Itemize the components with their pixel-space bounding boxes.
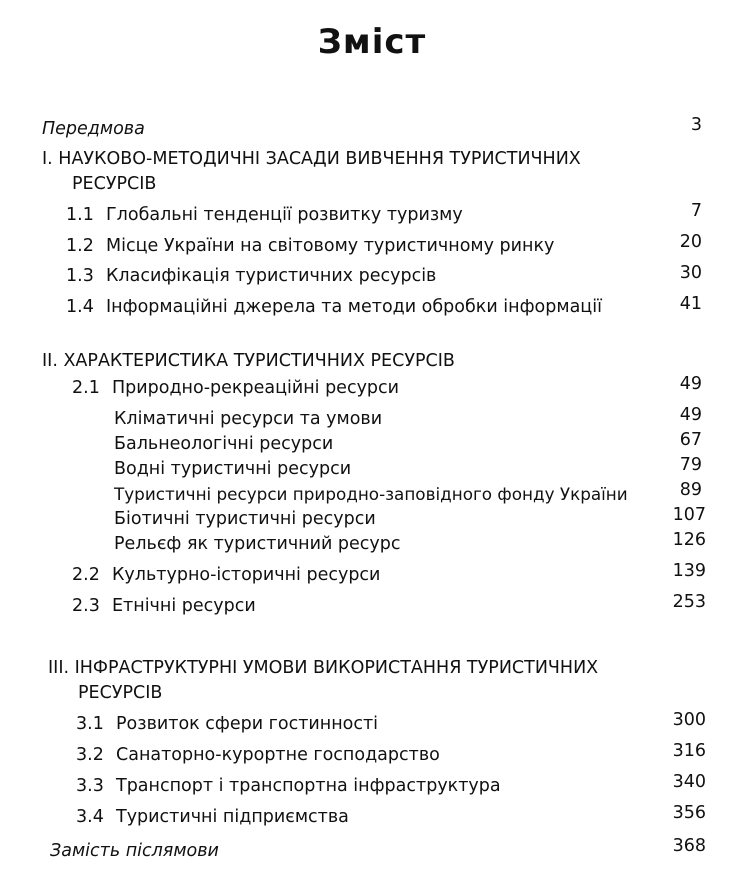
toc-item-2-1[interactable] (72, 377, 399, 399)
item-label: Транспорт і транспортна інфраструктура (116, 776, 501, 796)
item-number: 3.3 (76, 776, 104, 796)
section-1-heading-cont: РЕСУРСІВ (72, 174, 157, 194)
toc-item-2-2[interactable] (72, 564, 380, 586)
toc-page-3-2: 316 (672, 741, 706, 761)
item-label: Інформаційні джерела та методи обробки інформації (106, 297, 602, 317)
item-number: 1.1 (66, 205, 94, 225)
item-number: 1.4 (66, 297, 94, 317)
item-number: 2.2 (72, 565, 100, 585)
toc-item-2-3[interactable] (72, 595, 256, 617)
toc-page-3-4: 356 (672, 803, 706, 823)
item-label: Розвиток сфери гостинності (116, 714, 379, 734)
item-label: Місце України на світовому туристичному ринку (106, 236, 555, 256)
toc-item-3-1[interactable] (76, 713, 378, 735)
item-number: 2.1 (72, 378, 100, 398)
toc-subitem[interactable]: Рельєф як туристичний ресурс (114, 534, 401, 554)
toc-item-1-3[interactable] (66, 265, 436, 287)
toc-page-sub: 126 (672, 530, 706, 550)
item-number: 1.3 (66, 266, 94, 286)
toc-page-1-1: 7 (690, 201, 702, 221)
item-label: Туристичні підприємства (116, 807, 349, 827)
toc-page-sub: 67 (679, 430, 702, 450)
item-number: 2.3 (72, 596, 100, 616)
toc-page-1-2: 20 (679, 232, 702, 252)
section-3-heading[interactable]: ІІІ. ІНФРАСТРУКТУРНІ УМОВИ ВИКОРИСТАННЯ ТУРИСТИЧНИХ (48, 658, 599, 678)
page-title: Зміст (317, 22, 427, 62)
toc-subitem[interactable]: Бальнеологічні ресурси (114, 434, 334, 454)
toc-page-2-2: 139 (672, 561, 706, 581)
toc-subitem[interactable]: Біотичні туристичні ресурси (114, 509, 376, 529)
toc-item-1-1[interactable] (66, 204, 463, 226)
toc-subitem[interactable]: Кліматичні ресурси та умови (114, 409, 383, 429)
toc-page-sub: 79 (679, 455, 702, 475)
toc-page-1-3: 30 (679, 263, 702, 283)
toc-page-sub: 89 (679, 480, 702, 500)
toc-page-3-1: 300 (672, 710, 706, 730)
toc-item-3-3[interactable] (76, 775, 501, 797)
section-1-heading[interactable]: І. НАУКОВО-МЕТОДИЧНІ ЗАСАДИ ВИВЧЕННЯ ТУРИСТИЧНИХ (42, 149, 581, 169)
item-label: Природно-рекреаційні ресурси (112, 378, 400, 398)
toc-page-2-1: 49 (679, 374, 702, 394)
toc-page-sub: 49 (679, 405, 702, 425)
toc-item-3-2[interactable] (76, 744, 440, 766)
toc-page-2-3: 253 (672, 592, 706, 612)
toc-page-3-3: 340 (672, 772, 706, 792)
toc-preface-page: 3 (690, 115, 702, 135)
section-2-heading[interactable]: ІІ. ХАРАКТЕРИСТИКА ТУРИСТИЧНИХ РЕСУРСІВ (42, 351, 455, 371)
toc-afterword-label[interactable]: Замість післямови (50, 841, 219, 861)
item-label: Глобальні тенденції розвитку туризму (106, 205, 463, 225)
toc-preface-label[interactable]: Передмова (42, 119, 145, 139)
item-label: Культурно-історичні ресурси (112, 565, 381, 585)
item-number: 3.1 (76, 714, 104, 734)
toc-page-sub: 107 (672, 505, 706, 525)
item-number: 3.4 (76, 807, 104, 827)
item-label: Етнічні ресурси (112, 596, 256, 616)
section-3-heading-cont: РЕСУРСІВ (78, 683, 163, 703)
toc-afterword-page: 368 (672, 836, 706, 856)
toc-item-1-4[interactable] (66, 296, 602, 318)
item-number: 1.2 (66, 236, 94, 256)
toc-subitem[interactable]: Водні туристичні ресурси (114, 459, 352, 479)
item-label: Класифікація туристичних ресурсів (106, 266, 437, 286)
item-label: Санаторно-курортне господарство (116, 745, 440, 765)
toc-item-1-2[interactable] (66, 235, 554, 257)
toc-item-3-4[interactable] (76, 806, 349, 828)
toc-page-1-4: 41 (679, 294, 702, 314)
item-number: 3.2 (76, 745, 104, 765)
toc-subitem[interactable]: Туристичні ресурси природно-заповідного фонду України (114, 484, 628, 504)
